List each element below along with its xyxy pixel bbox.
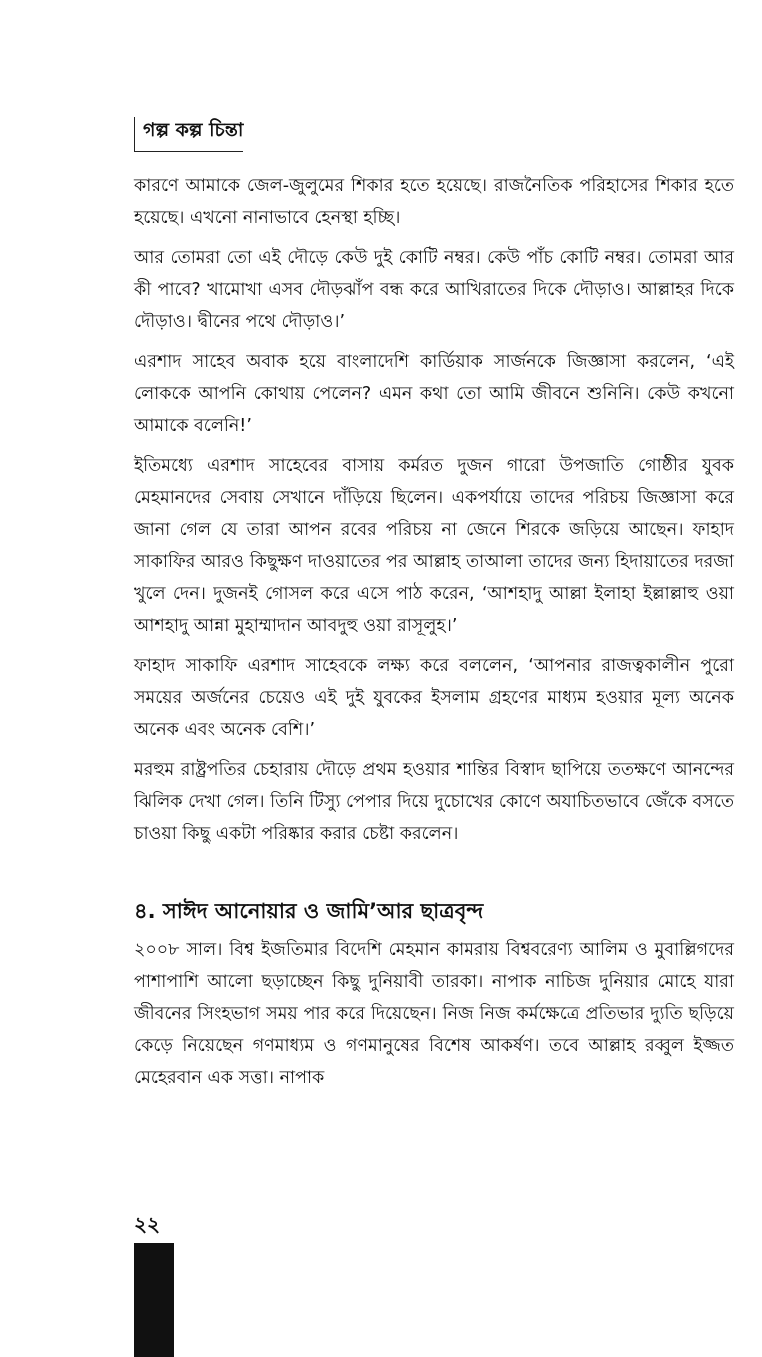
page-body [134, 170, 734, 1102]
body-paragraph: কারণে আমাকে জেল-জুলুমের শিকার হতে হয়েছে। রাজনৈতিক পরিহাসের শিকার হতে হয়েছে। এখনো নানাভাবে হেনস্থা হচ্ছি। [134, 176, 734, 228]
section-heading: ৪. সাঈদ আনোয়ার ও জামি’আর ছাত্রবৃন্দ [134, 899, 484, 923]
thumb-index-tab [134, 1243, 174, 1357]
body-paragraph: এরশাদ সাহেব অবাক হয়ে বাংলাদেশি কার্ডিয়াক সার্জনকে জিজ্ঞাসা করলেন, ‘এই লোককে আপনি কোথায় পেলেন? এমন কথা তো আমি জীবনে শুনিনি। কেউ কখনো আমাকে বলেনি!’ [134, 352, 734, 436]
body-paragraph: ইতিমধ্যে এরশাদ সাহেবের বাসায় কর্মরত দুজন গারো উপজাতি গোষ্ঠীর যুবক মেহমানদের সেবায় সেখানে দাঁড়িয়ে ছিলেন। একপর্যায়ে তাদের পরিচয় জিজ্ঞাসা করে জানা গেল যে তারা আপন রবের পরিচয় না জেনে শিরকে জড়িয়ে আছেন। ফাহাদ সাকাফির আরও কিছুক্ষণ দাওয়াতের পর আল্লাহ তাআলা তাদের জন্য হিদায়াতের দরজা খুলে দেন। দুজনই গোসল করে এসে পাঠ করেন, ‘আশহাদু আল্লা ইলাহা ইল্লাল্লাহু ওয়া আশহাদু আন্না মুহাম্মাদান আবদুহু ওয়া রাসূলুহ।’ [134, 456, 734, 636]
section-paragraph: ২০০৮ সাল। বিশ্ব ইজতিমার বিদেশি মেহমান কামরায় বিশ্ববরেণ্য আলিম ও মুবাল্লিগদের পাশাপাশি আলো ছড়াচ্ছেন কিছু দুনিয়াবী তারকা। নাপাক নাচিজ দুনিয়ার মোহে যারা জীবনের সিংহভাগ সময় পার করে দিয়েছেন। নিজ নিজ কর্মক্ষেত্রে প্রতিভার দ্যুতি ছড়িয়ে কেড়ে নিয়েছেন গণমাধ্যম ও গণমানুষের বিশেষ আকর্ষণ। তবে আল্লাহ রব্বুল ইজ্জত মেহেরবান এক সত্তা। নাপাক [134, 940, 734, 1088]
body-paragraph: আর তোমরা তো এই দৌড়ে কেউ দুই কোটি নম্বর। কেউ পাঁচ কোটি নম্বর। তোমরা আর কী পাবে? খামোখা এসব দৌড়ঝাঁপ বন্ধ করে আখিরাতের দিকে দৌড়াও। আল্লাহর দিকে দৌড়াও। দ্বীনের পথে দৌড়াও।’ [134, 248, 734, 332]
body-paragraph: মরহুম রাষ্ট্রপতির চেহারায় দৌড়ে প্রথম হওয়ার শান্তির বিস্বাদ ছাপিয়ে ততক্ষণে আনন্দের ঝিলিক দেখা গেল। তিনি টিস্যু পেপার দিয়ে দুচোখের কোণে অযাচিতভাবে জেঁকে বসতে চাওয়া কিছু একটা পরিষ্কার করার চেষ্টা করলেন। [134, 760, 734, 844]
page-number: ২২ [134, 1212, 161, 1236]
body-paragraph: ফাহাদ সাকাফি এরশাদ সাহেবকে লক্ষ্য করে বললেন, ‘আপনার রাজত্বকালীন পুরো সময়ের অর্জনের চেয়েও এই দুই যুবকের ইসলাম গ্রহণের মাধ্যম হওয়ার মূল্য অনেক অনেক এবং অনেক বেশি।’ [134, 656, 734, 740]
running-header: গল্প কল্প চিন্তা [134, 117, 243, 152]
